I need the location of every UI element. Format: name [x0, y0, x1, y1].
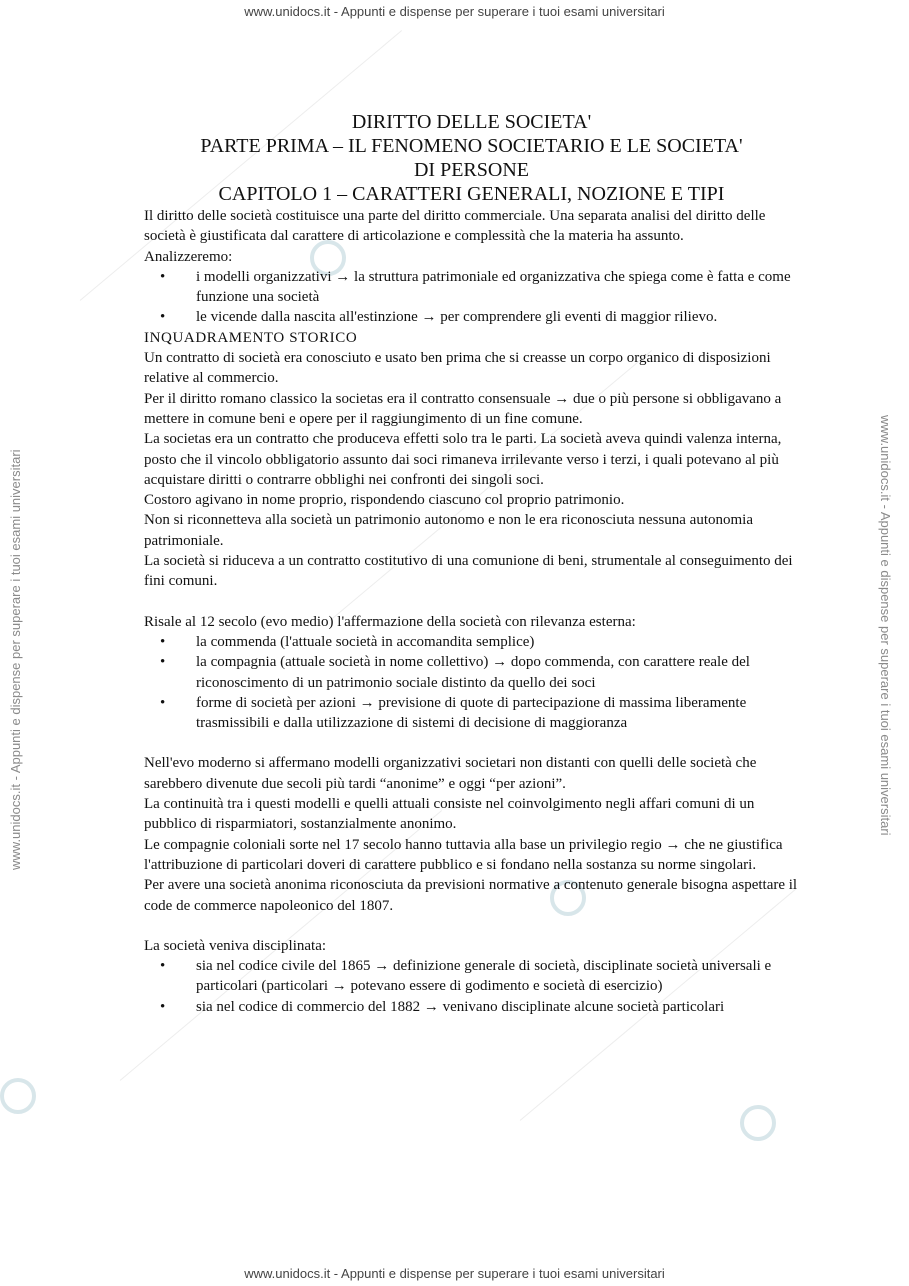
- list-item: • sia nel codice civile del 1865 → definizione generale di società, disciplinate società universali e particolari (particolari → potevano essere di godimento e società di esercizio): [160, 958, 772, 995]
- bullet-icon: •: [160, 268, 166, 285]
- paragraph: La continuità tra i questi modelli e quelli attuali consiste nel coinvolgimento negli affari comuni di un pubblico di risparmiatori, sostanzialmente anonimo.: [144, 796, 755, 833]
- list-item: • i modelli organizzativi → la struttura patrimoniale ed organizzativa che spiega come è fatta e come funzione una società: [160, 268, 791, 306]
- section-heading: INQUADRAMENTO STORICO: [144, 329, 358, 346]
- bullet-list-1: [144, 267, 799, 328]
- bullet-list-2: [144, 632, 799, 733]
- paragraph: Un contratto di società era conosciuto e usato ben prima che si creasse un corpo organico di disposizioni relative al commercio.: [144, 350, 771, 387]
- watermark-logo-icon: [0, 1078, 36, 1114]
- bullet-icon: •: [160, 694, 166, 711]
- chapter-title: CAPITOLO 1 – CARATTERI GENERALI, NOZIONE E TIPI: [218, 183, 725, 205]
- watermark-header: www.unidocs.it - Appunti e dispense per superare i tuoi esami universitari: [244, 4, 665, 19]
- bullet-icon: •: [160, 309, 166, 326]
- paragraph: Per avere una società anonima riconosciuta da previsioni normative a contenuto generale bisogna aspettare il code de commerce napoleonico del 1807.: [144, 877, 798, 914]
- list-item: • le vicende dalla nascita all'estinzione → per comprendere gli eventi di maggior rilievo.: [144, 307, 799, 327]
- bullet-icon: •: [160, 654, 166, 671]
- document-page: [144, 110, 799, 1017]
- paragraph: La societas era un contratto che produceva effetti solo tra le parti. La società aveva quindi valenza interna, posto che il vincolo obbligatorio assunto dai soci rimaneva irrilevante verso i terzi, i quali potevano al più acquistare diritti o contrarre obblighi nei confronti dei singoli soci.: [144, 431, 782, 488]
- paragraph: Risale al 12 secolo (evo medio) l'affermazione della società con rilevanza esterna:: [144, 613, 636, 630]
- bullet-icon: •: [160, 998, 166, 1015]
- paragraph: La società veniva disciplinata:: [144, 937, 327, 954]
- list-item: • sia nel codice di commercio del 1882 → venivano disciplinate alcune società particolari: [144, 997, 799, 1017]
- list-item: • forme di società per azioni → previsione di quote di partecipazione di massima liberamente trasmissibili e dalla utilizzazione di sistemi di decisione di maggioranza: [160, 694, 747, 732]
- watermark-side-right: www.unidocs.it - Appunti e dispense per superare i tuoi esami universitari: [878, 415, 893, 836]
- analizzeremo-label: Analizzeremo:: [144, 248, 233, 265]
- list-item: • la compagnia (attuale società in nome collettivo) → dopo commenda, con carattere reale del riconoscimento di un patrimonio sociale distinto da quello dei soci: [160, 654, 750, 691]
- part-title: PARTE PRIMA – IL FENOMENO SOCIETARIO E LE SOCIETA': [200, 135, 743, 157]
- paragraph: La società si riduceva a un contratto costitutivo di una comunione di beni, strumentale al conseguimento dei fini comuni.: [144, 553, 793, 590]
- part-title-continued: DI PERSONE: [413, 159, 529, 181]
- document-title: DIRITTO DELLE SOCIETA': [351, 111, 592, 133]
- bullet-icon: •: [160, 958, 166, 975]
- bullet-icon: •: [160, 633, 166, 650]
- paragraph: Per il diritto romano classico la societas era il contratto consensuale → due o più persone si obbligavano a mettere in comune beni e opere per il raggiungimento di un fine comune.: [144, 390, 782, 427]
- paragraph: Nell'evo moderno si affermano modelli organizzativi societari non distanti con quelli delle società che sarebbero divenute due secoli più tardi “anonime” e oggi “per azioni”.: [144, 755, 757, 792]
- watermark-side-left: www.unidocs.it - Appunti e dispense per superare i tuoi esami universitari: [8, 449, 23, 870]
- paragraph: Costoro agivano in nome proprio, rispondendo ciascuno col proprio patrimonio.: [144, 492, 625, 509]
- bullet-list-3: [144, 956, 799, 1017]
- paragraph: Le compagnie coloniali sorte nel 17 secolo hanno tuttavia alla base un privilegio regio → che ne giustifica l'attribuzione di particolari doveri di carattere pubblico e si fondano nella sostanza su norme singolari.: [144, 836, 783, 873]
- list-item: • la commenda (l'attuale società in accomandita semplice): [144, 632, 799, 652]
- watermark-logo-icon: [740, 1105, 776, 1141]
- paragraph: Non si riconnetteva alla società un patrimonio autonomo e non le era riconosciuta nessuna autonomia patrimoniale.: [144, 512, 753, 549]
- watermark-footer: www.unidocs.it - Appunti e dispense per superare i tuoi esami universitari: [244, 1266, 665, 1281]
- intro-paragraph: Il diritto delle società costituisce una parte del diritto commerciale. Una separata analisi del diritto delle società è giustificata dal carattere di articolazione e complessità che la materia ha assunto.: [144, 208, 766, 245]
